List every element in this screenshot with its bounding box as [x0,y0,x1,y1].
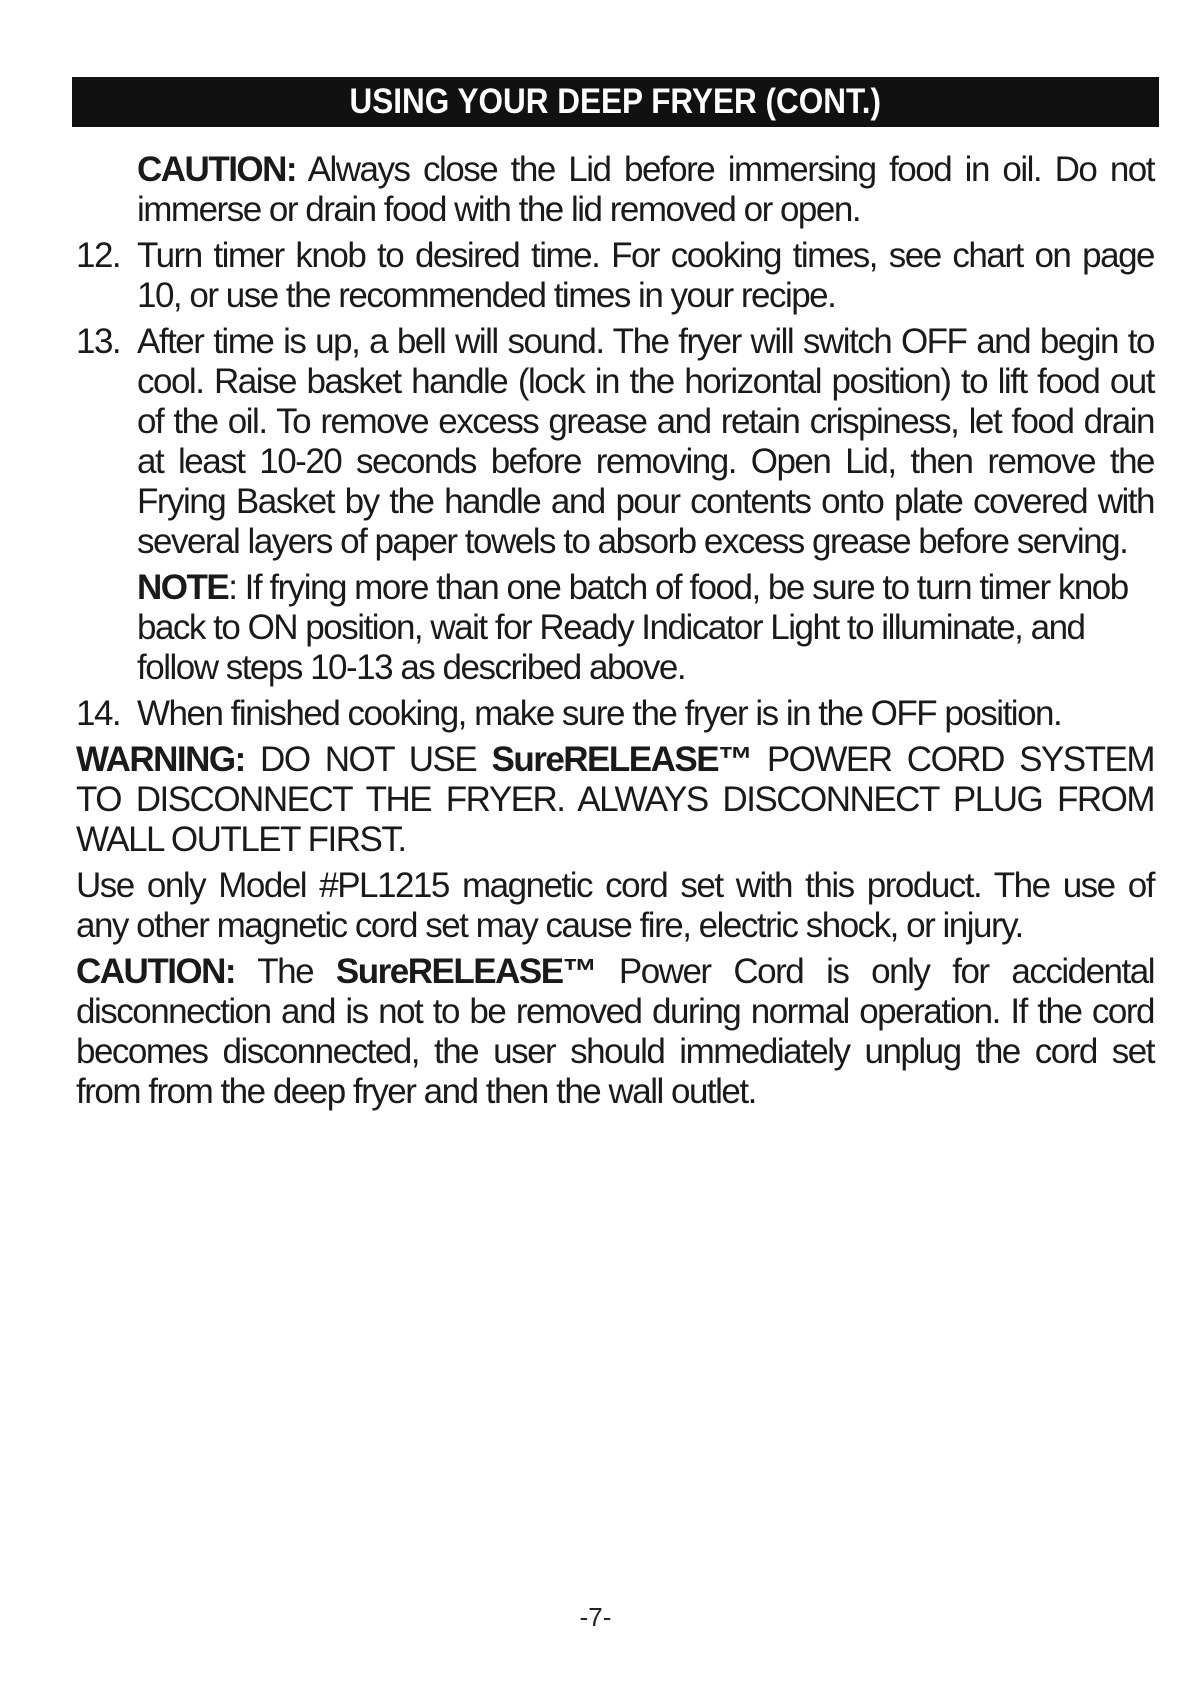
brand-name: SureRELEASE™ [335,952,597,991]
step-item-13 [76,322,1154,562]
warning-paragraph [76,740,1154,860]
step-text: When finished cooking, make sure the fryer is in the OFF position. [137,694,1062,733]
caution-label: CAUTION: [137,150,297,189]
note-text: : If frying more than one batch of food, be sure to turn timer knob back to ON position, wait for Ready Indicator Light to illuminate, and follow steps 10-13 as described above. [137,568,1128,687]
warning-label: WARNING: [76,740,245,779]
step-number: 13. [76,322,121,361]
warning-text-after: POWER CORD SYSTEM TO DISCONNECT THE FRYER. ALWAYS DISCONNECT PLUG FROM WALL OUTLET FIRST. [76,740,1154,859]
caution-label: CAUTION: [76,952,236,991]
caution-lid-paragraph [76,150,1154,230]
note-label: NOTE [137,568,229,607]
step-number: 12. [76,236,121,275]
section-header-bar [72,77,1159,127]
caution-cord-text-after: Power Cord is only for accidental disconnection and is not to be removed during normal operation. If the cord becomes disconnected, the user should immediately unplug the cord set from from the deep fryer and then the wall outlet. [76,952,1154,1111]
warning-text-before: DO NOT USE [244,740,492,779]
step-item-14 [76,694,1154,734]
section-title: USING YOUR DEEP FRYER (CONT.) [349,82,882,121]
step-text: Turn timer knob to desired time. For cooking times, see chart on page 10, or use the recommended times in your recipe. [137,236,1154,315]
step-item-12 [76,236,1154,316]
caution-cord-text-before: The [235,952,336,991]
step-number: 14. [76,694,121,733]
caution-lid-text: Always close the Lid before immersing food in oil. Do not immerse or drain food with the lid removed or open. [137,150,1154,229]
manual-content [76,150,1154,1118]
step-text: After time is up, a bell will sound. The fryer will switch OFF and begin to cool. Raise basket handle (lock in the horizontal position) to lift food out of the oil. To remove excess grease and retain crispiness, let food drain at least 10-20 seconds before removing. Open Lid, then remove the Frying Basket by the handle and pour contents onto plate covered with several layers of paper towels to absorb excess grease before serving. [137,322,1154,561]
cord-set-paragraph: Use only Model #PL1215 magnetic cord set with this product. The use of any other magnetic cord set may cause fire, electric shock, or injury. [76,866,1154,945]
brand-name: SureRELEASE™ [491,740,752,779]
note-paragraph [137,568,1154,688]
page-number: -7- [579,1602,612,1632]
caution-cord-paragraph [76,952,1154,1112]
